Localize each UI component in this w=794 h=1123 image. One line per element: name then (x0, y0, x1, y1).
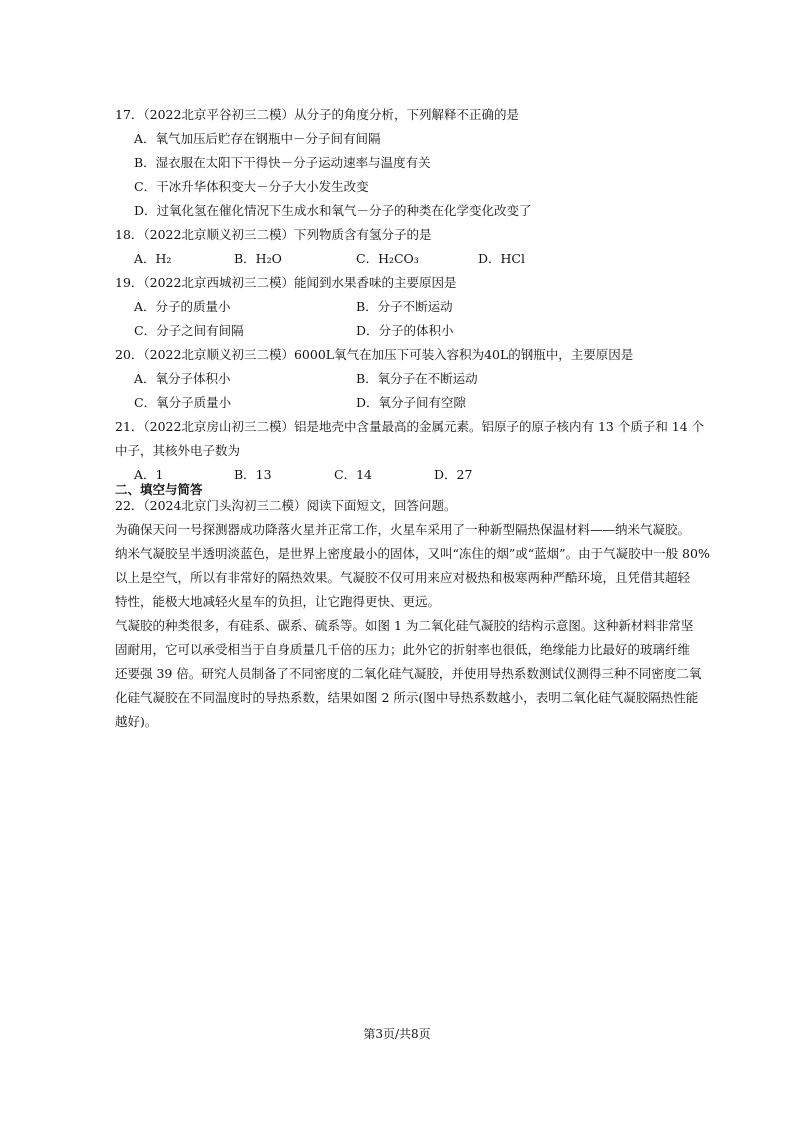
question-18-option-b: B．H₂O (234, 251, 282, 266)
question-19-stem: 19．（2022北京西城初三二模）能闻到水果香味的主要原因是 (115, 275, 457, 290)
paragraph-2-line-4: 化硅气凝胶在不同温度时的导热系数，结果如图 2 所示(图中导热系数越小，表明二氧化硅气凝胶隔热性能 (115, 690, 699, 705)
question-21-stem-line-1: 21．（2022北京房山初三二模）铝是地壳中含量最高的金属元素。铝原子的原子核内有 13 个质子和 14 个 (115, 419, 705, 434)
question-21-options (0, 467, 794, 483)
question-20-option-c: C．氧分子质量小 (134, 395, 232, 410)
paragraph-2-line-5: 越好)。 (115, 714, 158, 729)
paragraph-2-line-3: 还要强 39 倍。研究人员制备了不同密度的二氧化硅气凝胶，并使用导热系数测试仪测得三种不同密度二氧 (115, 666, 702, 681)
question-21-option-d: D．27 (434, 467, 473, 482)
question-20-stem: 20．（2022北京顺义初三二模）6000L氧气在加压下可装入容积为40L的钢瓶中，主要原因是 (115, 347, 634, 362)
question-17-option-b: B．湿衣服在太阳下干得快－分子运动速率与温度有关 (134, 155, 431, 170)
question-19-option-a: A．分子的质量小 (134, 299, 231, 314)
question-17-option-c: C．干冰升华体积变大－分子大小发生改变 (134, 179, 369, 194)
question-22-stem: 22．（2024北京门头沟初三二模）阅读下面短文，回答问题。 (115, 498, 457, 513)
question-18-option-d: D．HCl (478, 251, 525, 266)
question-19-options-row2 (0, 323, 794, 339)
paragraph-2-line-2: 固耐用，它可以承受相当于自身质量几千倍的压力；此外它的折射率也很低，绝缘能力比最好的玻璃纤维 (115, 642, 691, 657)
question-21-stem-line-2: 中子，其核外电子数为 (115, 443, 241, 458)
question-20-option-a: A．氧分子体积小 (134, 371, 231, 386)
question-17-option-a: A．氧气加压后贮存在钢瓶中－分子间有间隔 (134, 131, 381, 146)
question-18-option-c: C．H₂CO₃ (356, 251, 419, 266)
question-19-option-c: C．分子之间有间隔 (134, 323, 244, 338)
paragraph-1-line-4: 特性，能极大地减轻火星车的负担，让它跑得更快、更远。 (115, 594, 441, 609)
paragraph-1-line-3: 以上是空气，所以有非常好的隔热效果。气凝胶不仅可用来应对极热和极寒两种严酷环境，且凭借其超轻 (115, 570, 691, 585)
question-19-option-d: D．分子的体积小 (356, 323, 454, 338)
paragraph-1-line-2: 纳米气凝胶呈半透明淡蓝色，是世界上密度最小的固体，又叫“冻住的烟”或“蓝烟”。由于气凝胶中一般 80% (115, 546, 710, 561)
question-19-options-row1 (0, 299, 794, 315)
question-20-options-row2 (0, 395, 794, 411)
question-21-option-c: C．14 (334, 467, 372, 482)
question-17-stem: 17．（2022北京平谷初三二模）从分子的角度分析，下列解释不正确的是 (115, 107, 519, 122)
question-21-option-a: A．1 (134, 467, 164, 482)
question-20-option-d: D．氧分子间有空隙 (356, 395, 467, 410)
question-18-option-a: A．H₂ (134, 251, 172, 266)
question-17-option-d: D．过氧化氢在催化情况下生成水和氧气－分子的种类在化学变化改变了 (134, 203, 532, 218)
section-title: 二、填空与简答 (115, 482, 203, 497)
paragraph-1-line-1: 为确保天问一号探测器成功降落火星并正常工作，火星车采用了一种新型隔热保温材料——纳米气凝胶。 (115, 522, 691, 537)
paragraph-2-line-1: 气凝胶的种类很多，有硅系、碳系、硫系等。如图 1 为二氧化硅气凝胶的结构示意图。这种新材料非常坚 (115, 618, 694, 633)
page-footer: 第3页/共8页 (363, 1027, 431, 1041)
question-21-option-b: B．13 (234, 467, 272, 482)
question-18-options (0, 251, 794, 267)
question-19-option-b: B．分子不断运动 (356, 299, 453, 314)
question-20-options-row1 (0, 371, 794, 387)
question-18-stem: 18．（2022北京顺义初三二模）下列物质含有氢分子的是 (115, 227, 432, 242)
question-20-option-b: B．氧分子在不断运动 (356, 371, 478, 386)
